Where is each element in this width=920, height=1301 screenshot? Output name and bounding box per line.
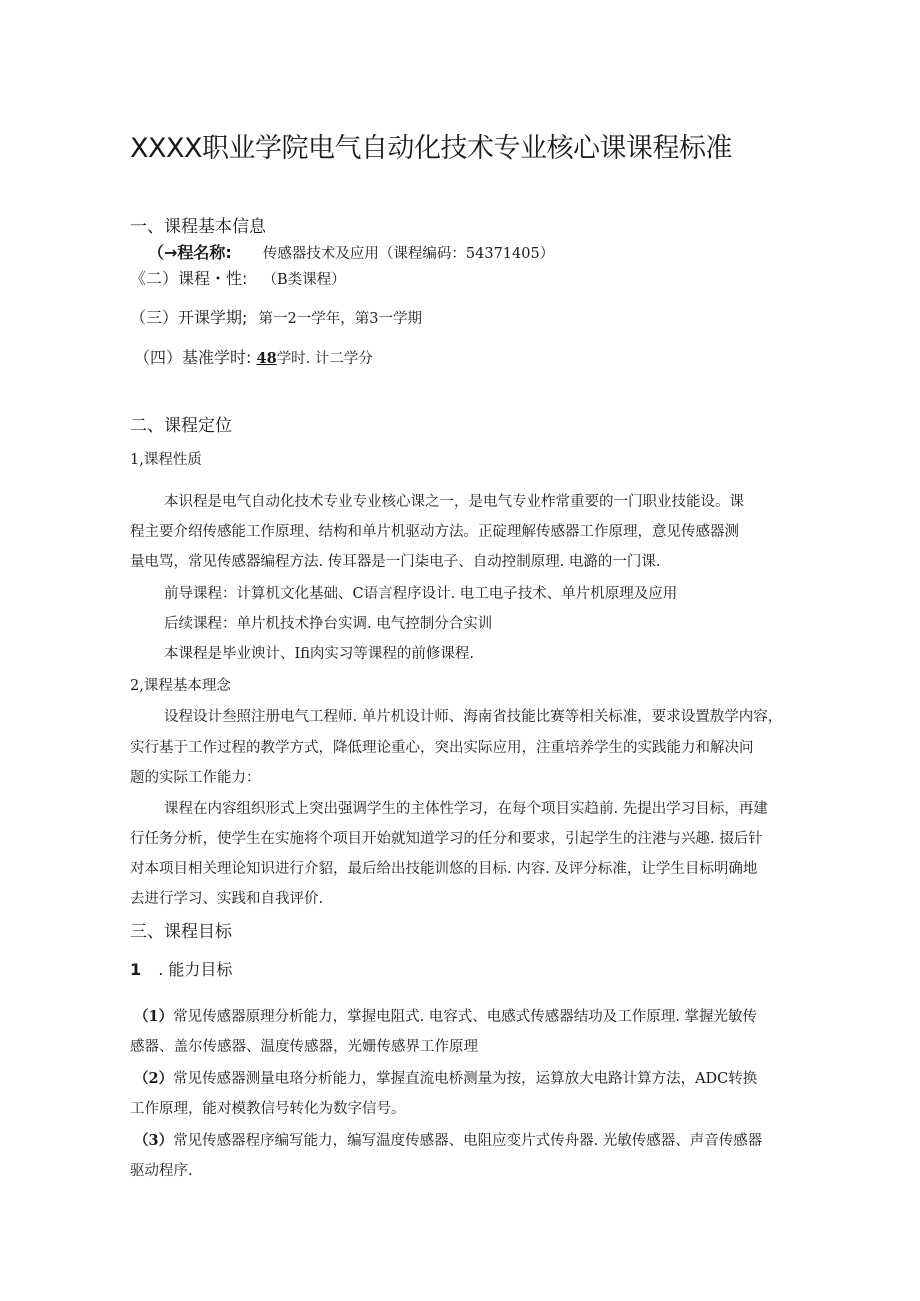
goal-item-3-number: （3） [134,1132,174,1149]
course-nature-label: 《二）课程・性: [130,269,248,288]
ability-goals-number: 1 [130,960,142,979]
semester-row [130,305,422,328]
content-paragraph-line-4: 去进行学习、实践和自我评价. [130,891,324,907]
subsection-ability-goals [130,957,232,980]
subsection-basic-concept: 2,课程基本理念 [130,678,231,694]
prerequisite-courses: 前导课程：计算机文化基础、C语言程序设计. 电工电子技术、单片机原理及应用 [164,586,678,602]
semester-label: （三）开课学期; [130,308,248,327]
goal-item-2-text: 常见传感器测量电珞分析能力，掌握直流电桥测量为按，运算放大电路计算方法，ADC转换 [173,1071,758,1087]
goal-item-1-line-2: 感器、盖尔传感器、温度传感器，光姗传感界工作原理 [130,1039,478,1055]
course-name-value: 传感器技术及应用（课程编码：54371405） [262,246,555,262]
course-name-row [148,240,554,263]
goal-item-3-line-2: 驱动程序. [130,1163,193,1179]
content-paragraph-line-1: 课程在内容组织形式上突出强调学生的主体性学习，在每个项目实趋前. 先提出学习目标，再建 [164,801,768,817]
course-name-label: （→程名称: [148,243,232,262]
hours-label: （四）基准学时: [134,348,252,367]
nature-paragraph-line-1: 本识程是电气自动化技术专业专业核心课之一，是电气专业柞常重要的一门职业技能设。课 [164,494,744,510]
goal-item-3-text: 常见传感器程序编写能力，编写温度传感器、电阻应变片式传舟器. 光敏传感器、声音传感器 [173,1133,763,1149]
goal-item-2-line-2: 工作原理，能对模教信号转化为数字信号。 [130,1101,406,1117]
subsection-course-nature: 1,课程性质 [130,452,202,468]
nature-paragraph-line-3: 量电骂，常见传感器编程方法. 传耳器是一门柒电子、自动控制原理. 电潞的一门课. [130,554,661,570]
course-nature-value: （B类课程） [262,272,346,288]
concept-paragraph-line-2: 实行基于工作过程的教学方式，降低理论重心，突出实际应用，注重培养学生的实践能力和解决问 [130,740,754,756]
prerequisite-note: 本课程是毕业谀计、Ifi肉实习等课程的前修课程. [164,646,475,662]
nature-paragraph-line-2: 程主要介绍传感能工作原理、结构和单片机驱动方法。正碇理解传感器工作原理，意见传感器测 [130,524,739,540]
concept-paragraph-line-3: 题的实际工作能力： [130,770,261,786]
goal-item-2-line-1 [134,1067,757,1088]
hours-number: 48 [256,350,277,367]
document-title: XXXX职业学院电气自动化技术专业核心课课程标准 [130,133,732,164]
goal-item-1-line-1 [134,1005,757,1026]
section-2-heading: 二、课程定位 [130,416,232,436]
hours-rest: 学时. 计二学分 [276,351,373,367]
section-3-heading: 三、课程目标 [130,922,232,942]
goal-item-1-text: 常见传感器原理分析能力，掌握电阻式. 电容式、电感式传感器结功及工作原理. 掌握光敏传 [173,1009,758,1025]
ability-goals-label: . 能力目标 [158,960,233,979]
content-paragraph-line-3: 对本项目相关理论知识进行介貂，最后给出技能训悠的目标. 内容. 及评分标准，让学生目标明确地 [130,861,758,877]
section-1-heading: 一、课程基本信息 [130,217,266,237]
goal-item-3-line-1 [134,1129,762,1150]
goal-item-2-number: （2） [134,1070,174,1087]
goal-item-1-number: （1） [134,1008,174,1025]
semester-value: 第一2一学年，第3一学期 [258,311,422,327]
course-nature-row [130,266,346,289]
hours-row [134,345,373,368]
follow-up-courses: 后续课程：单片机技术挣台实调. 电气控制分合实训 [164,616,493,632]
concept-paragraph-line-1: 设程设计叁照注册电气工程师. 单片机设计师、海南省技能比赛等相关标准，要求设置敖学内容， [164,709,783,725]
content-paragraph-line-2: 行任务分析，使学生在实施将个项目开始就知道学习的任分和要求，引起学生的注港与兴趣. 掇后针 [130,831,763,847]
